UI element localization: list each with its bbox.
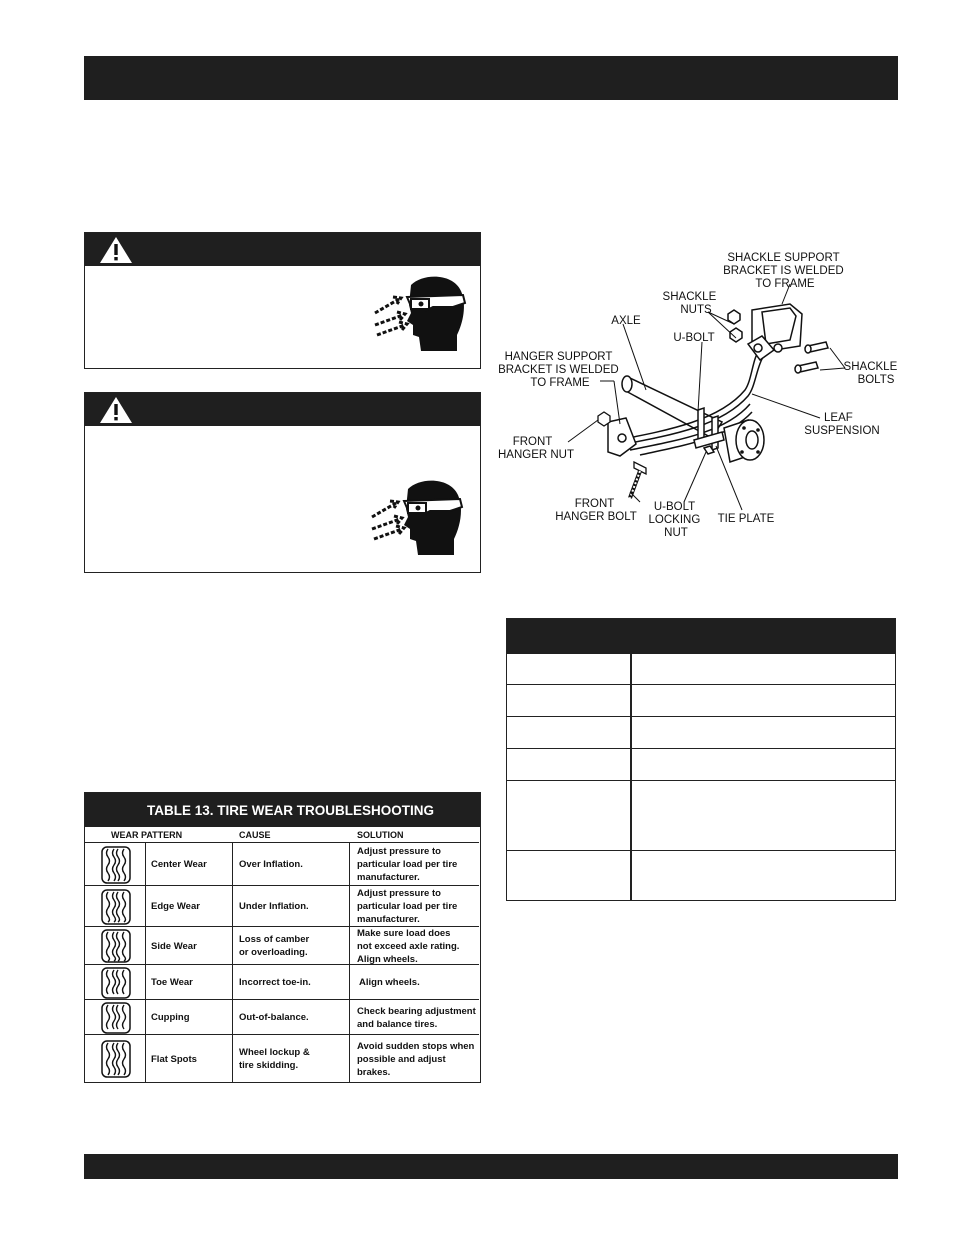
label-front-hanger-nut: FRONT HANGER NUT: [497, 436, 575, 461]
cause: Incorrect toe-in.: [239, 977, 311, 988]
wear-pattern: Center Wear: [151, 859, 207, 870]
label-u-bolt: U-BOLT: [673, 332, 715, 344]
hanger-bracket-drawing: [598, 412, 646, 498]
safety-goggles-icon: [370, 477, 465, 557]
right-table-rule: [507, 850, 895, 851]
right-table-header: [507, 619, 895, 654]
wear-pattern: Side Wear: [151, 940, 197, 952]
cause: Over Inflation.: [239, 859, 303, 870]
warning-header: [85, 393, 480, 426]
table-row: [85, 1034, 479, 1083]
label-axle: AXLE: [611, 315, 641, 327]
label-leaf-suspension: LEAF SUSPENSION: [804, 412, 880, 437]
solution: Check bearing adjustment and balance tires.: [357, 1005, 476, 1030]
wear-pattern: Edge Wear: [151, 901, 200, 912]
tire-table-column-headers: [85, 827, 480, 842]
warning-header: [85, 233, 480, 266]
shackle-bracket-drawing: [728, 304, 828, 373]
right-table-rule: [507, 748, 895, 749]
wear-pattern: Toe Wear: [151, 977, 193, 988]
label-front-hanger-bolt: FRONT HANGER BOLT: [555, 498, 637, 523]
table-row: [85, 885, 479, 927]
right-table-divider: [630, 654, 632, 900]
column-header-solution: SOLUTION: [357, 830, 404, 840]
label-shackle-bolts: SHACKLE BOLTS: [843, 361, 898, 386]
solution: Avoid sudden stops when possible and adjust brakes.: [357, 1040, 475, 1078]
tire-tread-icon: [100, 846, 132, 884]
wear-pattern: Cupping: [151, 1012, 190, 1023]
warning-triangle-icon: [99, 236, 133, 264]
tire-table-title: TABLE 13. TIRE WEAR TROUBLESHOOTING: [85, 793, 480, 827]
right-table-rule: [507, 684, 895, 685]
solution: Adjust pressure to particular load per tire manufacturer.: [357, 888, 458, 925]
label-shackle-support: SHACKLE SUPPORT BRACKET IS WELDED TO FRAME: [723, 252, 844, 290]
tire-tread-icon: [100, 1040, 132, 1078]
solution: Adjust pressure to particular load per tire manufacturer.: [357, 846, 458, 883]
table-row: [85, 964, 479, 1000]
tire-wear-table: [84, 792, 481, 1083]
warning-box-1: [84, 232, 481, 369]
column-header-wear-pattern: WEAR PATTERN: [111, 830, 183, 840]
table-row: [85, 999, 479, 1035]
safety-goggles-icon: [373, 273, 468, 353]
label-u-bolt-locking-nut: U-BOLT LOCKING NUT: [648, 501, 701, 539]
tire-tread-icon: [100, 967, 132, 999]
label-tie-plate: TIE PLATE: [717, 513, 775, 525]
solution: Make sure load does not exceed axle rating. Align wheels.: [357, 927, 460, 965]
leader-lines: [568, 284, 845, 510]
leaf-suspension-diagram: [490, 240, 910, 550]
solution: Align wheels.: [359, 977, 420, 988]
label-shackle-nuts: SHACKLE NUTS: [662, 291, 717, 316]
wheel-hub-drawing: [724, 420, 764, 462]
warning-triangle-icon: [99, 396, 133, 424]
wear-pattern: Flat Spots: [151, 1053, 197, 1065]
label-hanger-support: HANGER SUPPORT BRACKET IS WELDED TO FRAME: [498, 351, 619, 389]
cause: Under Inflation.: [239, 901, 309, 912]
table-row: [85, 926, 479, 965]
tire-tread-icon: [100, 1002, 132, 1034]
warning-box-2: [84, 392, 481, 573]
tire-tread-icon: [100, 929, 132, 963]
cause: Loss of camber or overloading.: [239, 934, 310, 958]
table-row: [85, 842, 479, 886]
right-table-rule: [507, 716, 895, 717]
header-bar: [84, 56, 898, 100]
right-table: [506, 618, 896, 901]
tire-tread-icon: [100, 889, 132, 925]
column-header-cause: CAUSE: [239, 830, 271, 840]
footer-bar: [84, 1154, 898, 1179]
cause: Wheel lockup & tire skidding.: [239, 1047, 310, 1071]
cause: Out-of-balance.: [239, 1012, 309, 1023]
right-table-rule: [507, 780, 895, 781]
